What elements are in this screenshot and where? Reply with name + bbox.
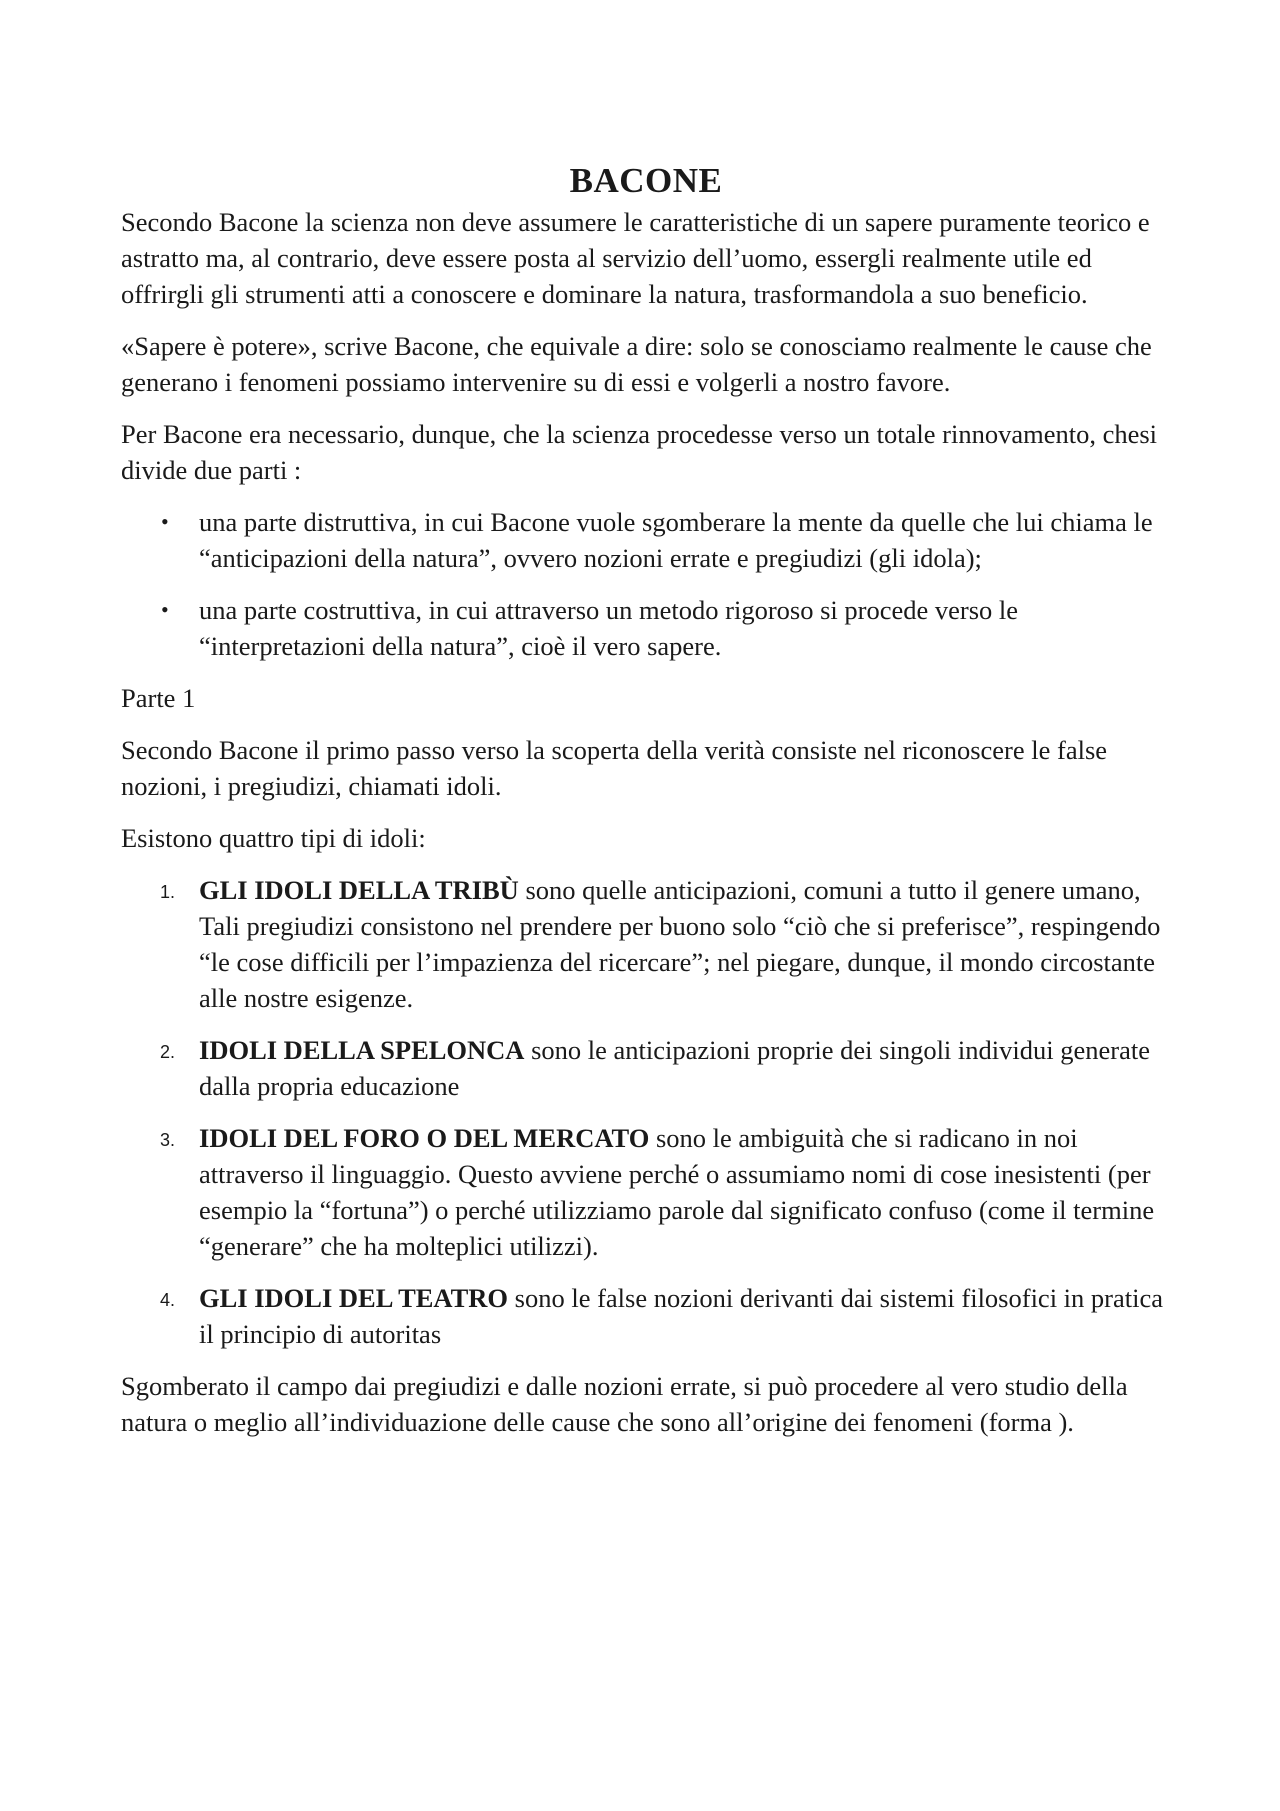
list-item bbox=[121, 1120, 1171, 1264]
list-item bbox=[121, 504, 1171, 576]
bullet-icon: • bbox=[161, 509, 169, 534]
list-item bbox=[121, 1032, 1171, 1104]
bullet-icon: • bbox=[161, 597, 169, 622]
paragraph-intro: Secondo Bacone la scienza non deve assumere le caratteristiche di un sapere puramente teorico e astratto ma, al contrario, deve essere posta al servizio dell’uomo, essergli realmente utile ed offrirgli gli strumenti atti a conoscere e dominare la natura, trasformandola a suo beneficio. bbox=[121, 207, 1150, 309]
document-page bbox=[121, 160, 1171, 1456]
list-number: 2. bbox=[160, 1042, 176, 1062]
idol-term: IDOLI DELLA SPELONCA bbox=[199, 1035, 525, 1065]
bullet-text: una parte costruttiva, in cui attraverso un metodo rigoroso si procede verso le “interpretazioni della natura”, cioè il vero sapere. bbox=[199, 595, 1019, 661]
idol-description: sono le ambiguità che si radicano in noi attraverso il linguaggio. Questo avviene perché o assumiamo nomi di cose inesistenti (per esempio la “fortuna”) o perché utilizziamo parole dal significato confuso (come il termine “generare” che ha molteplici utilizzi). bbox=[199, 1123, 1155, 1261]
bullet-text: una parte distruttiva, in cui Bacone vuole sgomberare la mente da quelle che lui chiama le “anticipazioni della natura”, ovvero nozioni errate e pregiudizi (gli idola); bbox=[199, 507, 1153, 573]
idol-term: GLI IDOLI DELLA TRIBÙ bbox=[199, 875, 519, 905]
idol-description: sono le false nozioni derivanti dai sistemi filosofici in pratica il principio di autoritas bbox=[199, 1283, 1164, 1349]
parts-bullet-list bbox=[121, 504, 1171, 664]
paragraph-conclusione: Sgomberato il campo dai pregiudizi e dalle nozioni errate, si può procedere al vero studio della natura o meglio all’individuazione delle cause che sono all’origine dei fenomeni (forma ). bbox=[121, 1371, 1128, 1437]
paragraph-quattro-tipi: Esistono quattro tipi di idoli: bbox=[121, 823, 426, 853]
paragraph-rinnovamento: Per Bacone era necessario, dunque, che la scienza procedesse verso un totale rinnovamento, chesi divide due parti : bbox=[121, 419, 1158, 485]
list-item bbox=[121, 872, 1171, 1016]
paragraph-sapere-potere: «Sapere è potere», scrive Bacone, che equivale a dire: solo se conosciamo realmente le cause che generano i fenomeni possiamo intervenire su di essi e volgerli a nostro favore. bbox=[121, 331, 1152, 397]
list-number: 1. bbox=[160, 882, 176, 902]
document-title: BACONE bbox=[569, 161, 723, 200]
list-item bbox=[121, 592, 1171, 664]
section-label-parte-1: Parte 1 bbox=[121, 683, 196, 713]
list-number: 3. bbox=[160, 1130, 176, 1150]
paragraph-primo-passo: Secondo Bacone il primo passo verso la scoperta della verità consiste nel riconoscere le false nozioni, i pregiudizi, chiamati idoli. bbox=[121, 735, 1108, 801]
idol-description: sono le anticipazioni proprie dei singoli individui generate dalla propria educazione bbox=[199, 1035, 1150, 1101]
idol-term: IDOLI DEL FORO O DEL MERCATO bbox=[199, 1123, 650, 1153]
idol-description: sono quelle anticipazioni, comuni a tutto il genere umano, Tali pregiudizi consistono nel prendere per buono solo “ciò che si preferisce”, respingendo “le cose difficili per l’impazienza del ricercare”; nel piegare, dunque, il mondo circostante alle nostre esigenze. bbox=[199, 875, 1161, 1013]
idol-term: GLI IDOLI DEL TEATRO bbox=[199, 1283, 509, 1313]
idols-numbered-list bbox=[121, 872, 1171, 1352]
list-item bbox=[121, 1280, 1171, 1352]
list-number: 4. bbox=[160, 1290, 176, 1310]
